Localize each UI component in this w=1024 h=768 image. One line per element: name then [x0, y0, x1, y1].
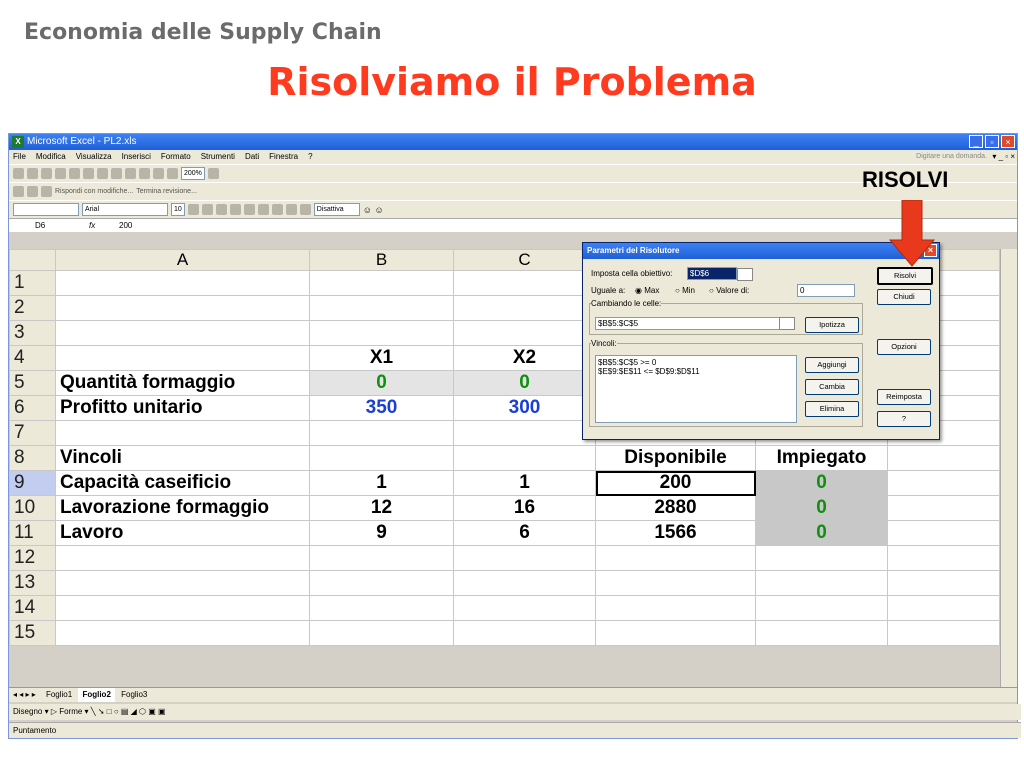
cell-e11[interactable]: 0 [756, 521, 888, 546]
cell-c11[interactable]: 6 [454, 521, 596, 546]
help-button[interactable]: ? [877, 411, 931, 427]
cell[interactable] [888, 521, 1000, 546]
constraints-label: Vincoli: [591, 339, 617, 348]
cell[interactable] [454, 296, 596, 321]
undo-icon[interactable] [111, 168, 122, 179]
equal-label: Uguale a: [591, 286, 626, 295]
menu-file[interactable]: File [13, 152, 26, 161]
cell[interactable] [888, 596, 1000, 621]
cell[interactable] [56, 271, 310, 296]
cell-b5[interactable]: 0 [310, 371, 454, 396]
help-icon[interactable] [208, 168, 219, 179]
cell[interactable] [888, 571, 1000, 596]
row-header[interactable]: 7 [10, 421, 56, 446]
row-header[interactable]: 11 [10, 521, 56, 546]
ask-question-input[interactable]: Digitare una domanda. [916, 153, 987, 160]
cell[interactable] [56, 321, 310, 346]
cell[interactable] [310, 571, 454, 596]
save-icon[interactable] [41, 168, 52, 179]
cell[interactable] [596, 621, 756, 646]
tab-nav-arrows[interactable]: ◂ ◂ ▸ ▸ [13, 690, 36, 699]
shapes-menu[interactable]: Forme ▾ [59, 707, 89, 716]
column-header-a[interactable]: A [56, 250, 310, 271]
cell[interactable] [56, 621, 310, 646]
target-label: Imposta cella obiettivo: [591, 269, 673, 278]
cell[interactable] [454, 446, 596, 471]
sort-icon[interactable] [153, 168, 164, 179]
column-header-b[interactable]: B [310, 250, 454, 271]
vertical-scrollbar[interactable] [1000, 249, 1017, 695]
reply-with-changes[interactable]: Rispondi con modifiche... [55, 188, 134, 195]
cell[interactable] [310, 446, 454, 471]
row-header[interactable]: 13 [10, 571, 56, 596]
drawing-menu[interactable]: Disegno ▾ [13, 707, 49, 716]
cell[interactable] [888, 446, 1000, 471]
cell[interactable] [888, 471, 1000, 496]
excel-icon: X [12, 136, 24, 148]
font-name-select[interactable]: Arial [82, 203, 168, 216]
cell[interactable] [310, 271, 454, 296]
tab-foglio2[interactable]: Foglio2 [78, 688, 114, 702]
cell[interactable] [454, 596, 596, 621]
cell-b9[interactable]: 1 [310, 471, 454, 496]
cell[interactable] [596, 546, 756, 571]
opzioni-button[interactable]: Opzioni [877, 339, 931, 355]
paste-icon[interactable] [97, 168, 108, 179]
solver-dialog-title [583, 243, 939, 259]
value-input[interactable]: 0 [797, 284, 855, 297]
cell[interactable] [310, 596, 454, 621]
row-header[interactable]: 14 [10, 596, 56, 621]
cell[interactable] [56, 346, 310, 371]
constraint-item[interactable]: $B$5:$C$5 >= 0 [598, 358, 657, 367]
max-radio[interactable]: ◉ Max [635, 286, 660, 295]
cell-a5[interactable]: Quantità formaggio [56, 371, 310, 396]
cell-c6[interactable]: 300 [454, 396, 596, 421]
cell-e8[interactable]: Impiegato [756, 446, 888, 471]
row-header[interactable]: 10 [10, 496, 56, 521]
window-title: Microsoft Excel - PL2.xls [27, 136, 137, 147]
changing-label: Cambiando le celle: [591, 299, 662, 308]
row-header[interactable]: 15 [10, 621, 56, 646]
reimposta-button[interactable]: Reimposta [877, 389, 931, 405]
review-icon[interactable] [13, 186, 24, 197]
align-left-icon[interactable] [216, 204, 227, 215]
risolvi-button[interactable]: Risolvi [877, 267, 933, 285]
row-header[interactable]: 1 [10, 271, 56, 296]
cell-a10[interactable]: Lavorazione formaggio [56, 496, 310, 521]
line-style-select[interactable] [13, 203, 79, 216]
sheet-tabs [9, 687, 1017, 702]
menu-dati[interactable]: Dati [244, 152, 260, 161]
changing-cells-input[interactable]: $B$5:$C$5 [595, 317, 791, 330]
cell[interactable] [454, 421, 596, 446]
cell[interactable] [310, 621, 454, 646]
minimize-button[interactable]: _ [969, 135, 983, 148]
min-label: Min [682, 286, 695, 295]
cell-c5[interactable]: 0 [454, 371, 596, 396]
cell[interactable] [56, 571, 310, 596]
cell-c4[interactable]: X2 [454, 346, 596, 371]
slide-subtitle: Economia delle Supply Chain [24, 20, 382, 45]
cell-d8[interactable]: Disponibile [596, 446, 756, 471]
elimina-button[interactable]: Elimina [805, 401, 859, 417]
cell[interactable] [454, 546, 596, 571]
cell[interactable] [596, 596, 756, 621]
cambia-button[interactable]: Cambia [805, 379, 859, 395]
aggiungi-button[interactable]: Aggiungi [805, 357, 859, 373]
cell-b10[interactable]: 12 [310, 496, 454, 521]
row-header[interactable]: 9 [10, 471, 56, 496]
fx-icon[interactable]: fx [89, 221, 96, 230]
select-all-corner[interactable] [10, 250, 56, 271]
cell[interactable] [454, 621, 596, 646]
open-icon[interactable] [27, 168, 38, 179]
cell[interactable] [454, 321, 596, 346]
formula-input[interactable]: 200 [119, 221, 133, 230]
maximize-button[interactable]: ▫ [985, 135, 999, 148]
cell[interactable] [56, 546, 310, 571]
cell[interactable] [596, 571, 756, 596]
red-arrow-icon [888, 200, 936, 268]
sum-icon[interactable] [139, 168, 150, 179]
cell[interactable] [310, 296, 454, 321]
formatting-toolbar [9, 200, 1017, 218]
cell-d9[interactable]: 200 [596, 471, 756, 496]
chiudi-button[interactable]: Chiudi [877, 289, 931, 305]
review-icon-2[interactable] [27, 186, 38, 197]
disattiva-select[interactable]: Disattiva [314, 203, 360, 216]
menu-formato[interactable]: Formato [160, 152, 191, 161]
target-cell-input[interactable]: $D$6 [687, 267, 737, 280]
cell-e10[interactable]: 0 [756, 496, 888, 521]
italic-icon[interactable] [202, 204, 213, 215]
title-bar [9, 134, 1017, 150]
redo-icon[interactable] [125, 168, 136, 179]
cell-b11[interactable]: 9 [310, 521, 454, 546]
cell[interactable] [888, 621, 1000, 646]
cell-c10[interactable]: 16 [454, 496, 596, 521]
cell[interactable] [756, 621, 888, 646]
row-header[interactable]: 2 [10, 296, 56, 321]
fill-color-icon[interactable] [286, 204, 297, 215]
menu-finestra[interactable]: Finestra [269, 152, 299, 161]
cell[interactable] [310, 421, 454, 446]
menu-bar [9, 150, 1017, 164]
cut-icon[interactable] [69, 168, 80, 179]
cell[interactable] [888, 496, 1000, 521]
smiley-icon[interactable]: ☺ ☺ [362, 204, 384, 215]
cell-d10[interactable]: 2880 [596, 496, 756, 521]
solver-dialog [582, 242, 940, 440]
risolvi-callout: RISOLVI [862, 167, 949, 192]
cell[interactable] [310, 546, 454, 571]
menu-strumenti[interactable]: Strumenti [200, 152, 235, 161]
drawing-toolbar [9, 704, 1021, 720]
collapse-icon[interactable] [737, 268, 753, 281]
pointer-icon[interactable]: ▷ [50, 707, 60, 716]
review-icon-3[interactable] [41, 186, 52, 197]
print-icon[interactable] [55, 168, 66, 179]
align-right-icon[interactable] [244, 204, 255, 215]
menu-inserisci[interactable]: Inserisci [121, 152, 151, 161]
cell-a6[interactable]: Profitto unitario [56, 396, 310, 421]
document-window-controls[interactable]: ▾ _ ▫ × [992, 152, 1015, 161]
menu-visualizza[interactable]: Visualizza [75, 152, 112, 161]
cell-b4[interactable]: X1 [310, 346, 454, 371]
column-header-c[interactable]: C [454, 250, 596, 271]
row-header[interactable]: 5 [10, 371, 56, 396]
new-icon[interactable] [13, 168, 24, 179]
cell[interactable] [454, 271, 596, 296]
menu-modifica[interactable]: Modifica [35, 152, 66, 161]
collapse-icon[interactable] [779, 317, 795, 330]
borders-icon[interactable] [272, 204, 283, 215]
cell-c9[interactable]: 1 [454, 471, 596, 496]
cell[interactable] [56, 296, 310, 321]
cell[interactable] [454, 571, 596, 596]
ipotizza-button[interactable]: Ipotizza [805, 317, 859, 333]
solver-title-text: Parametri del Risolutore [587, 246, 680, 255]
value-label: Valore di: [716, 286, 750, 295]
cell-a9[interactable]: Capacità caseificio [56, 471, 310, 496]
row-header[interactable]: 6 [10, 396, 56, 421]
value-radio[interactable]: ○ Valore di: [709, 286, 750, 295]
constraints-list[interactable] [595, 355, 797, 423]
slide-title: Risolviamo il Problema [267, 60, 757, 104]
cell[interactable] [756, 596, 888, 621]
cell-d11[interactable]: 1566 [596, 521, 756, 546]
cell-e9[interactable]: 0 [756, 471, 888, 496]
row-header[interactable]: 4 [10, 346, 56, 371]
chart-icon[interactable] [167, 168, 178, 179]
shape-tools-icon[interactable]: ╲ ➘ □ ○ ▤ ◢ ⬡ ▣ ▣ [90, 707, 166, 716]
row-header[interactable]: 8 [10, 446, 56, 471]
cell[interactable] [756, 571, 888, 596]
cell[interactable] [756, 546, 888, 571]
name-box[interactable]: D6 [35, 221, 46, 230]
solver-close-icon[interactable]: × [924, 244, 937, 257]
cell[interactable] [310, 321, 454, 346]
max-label: Max [644, 286, 660, 295]
cell-a11[interactable]: Lavoro [56, 521, 310, 546]
constraint-item[interactable]: $E$9:$E$11 <= $D$9:$D$11 [598, 367, 700, 376]
cell-b6[interactable]: 350 [310, 396, 454, 421]
tab-foglio3[interactable]: Foglio3 [121, 690, 148, 699]
copy-icon[interactable] [83, 168, 94, 179]
align-center-icon[interactable] [230, 204, 241, 215]
font-color-icon[interactable] [300, 204, 311, 215]
end-review[interactable]: Termina revisione... [136, 188, 197, 195]
cell[interactable] [888, 546, 1000, 571]
row-header[interactable]: 12 [10, 546, 56, 571]
row-header[interactable]: 3 [10, 321, 56, 346]
tab-foglio1[interactable]: Foglio1 [45, 690, 73, 699]
cell-a8[interactable]: Vincoli [56, 446, 310, 471]
cell[interactable] [56, 421, 310, 446]
zoom-select[interactable]: 200% [181, 167, 205, 180]
close-button[interactable]: × [1001, 135, 1015, 148]
bold-icon[interactable] [188, 204, 199, 215]
menu-help[interactable]: ? [308, 152, 313, 161]
cell[interactable] [56, 596, 310, 621]
formula-bar [9, 218, 1017, 232]
status-bar: Puntamento [9, 722, 1021, 738]
min-radio[interactable]: ○ Min [675, 286, 695, 295]
currency-icon[interactable] [258, 204, 269, 215]
font-size-select[interactable]: 10 [171, 203, 185, 216]
